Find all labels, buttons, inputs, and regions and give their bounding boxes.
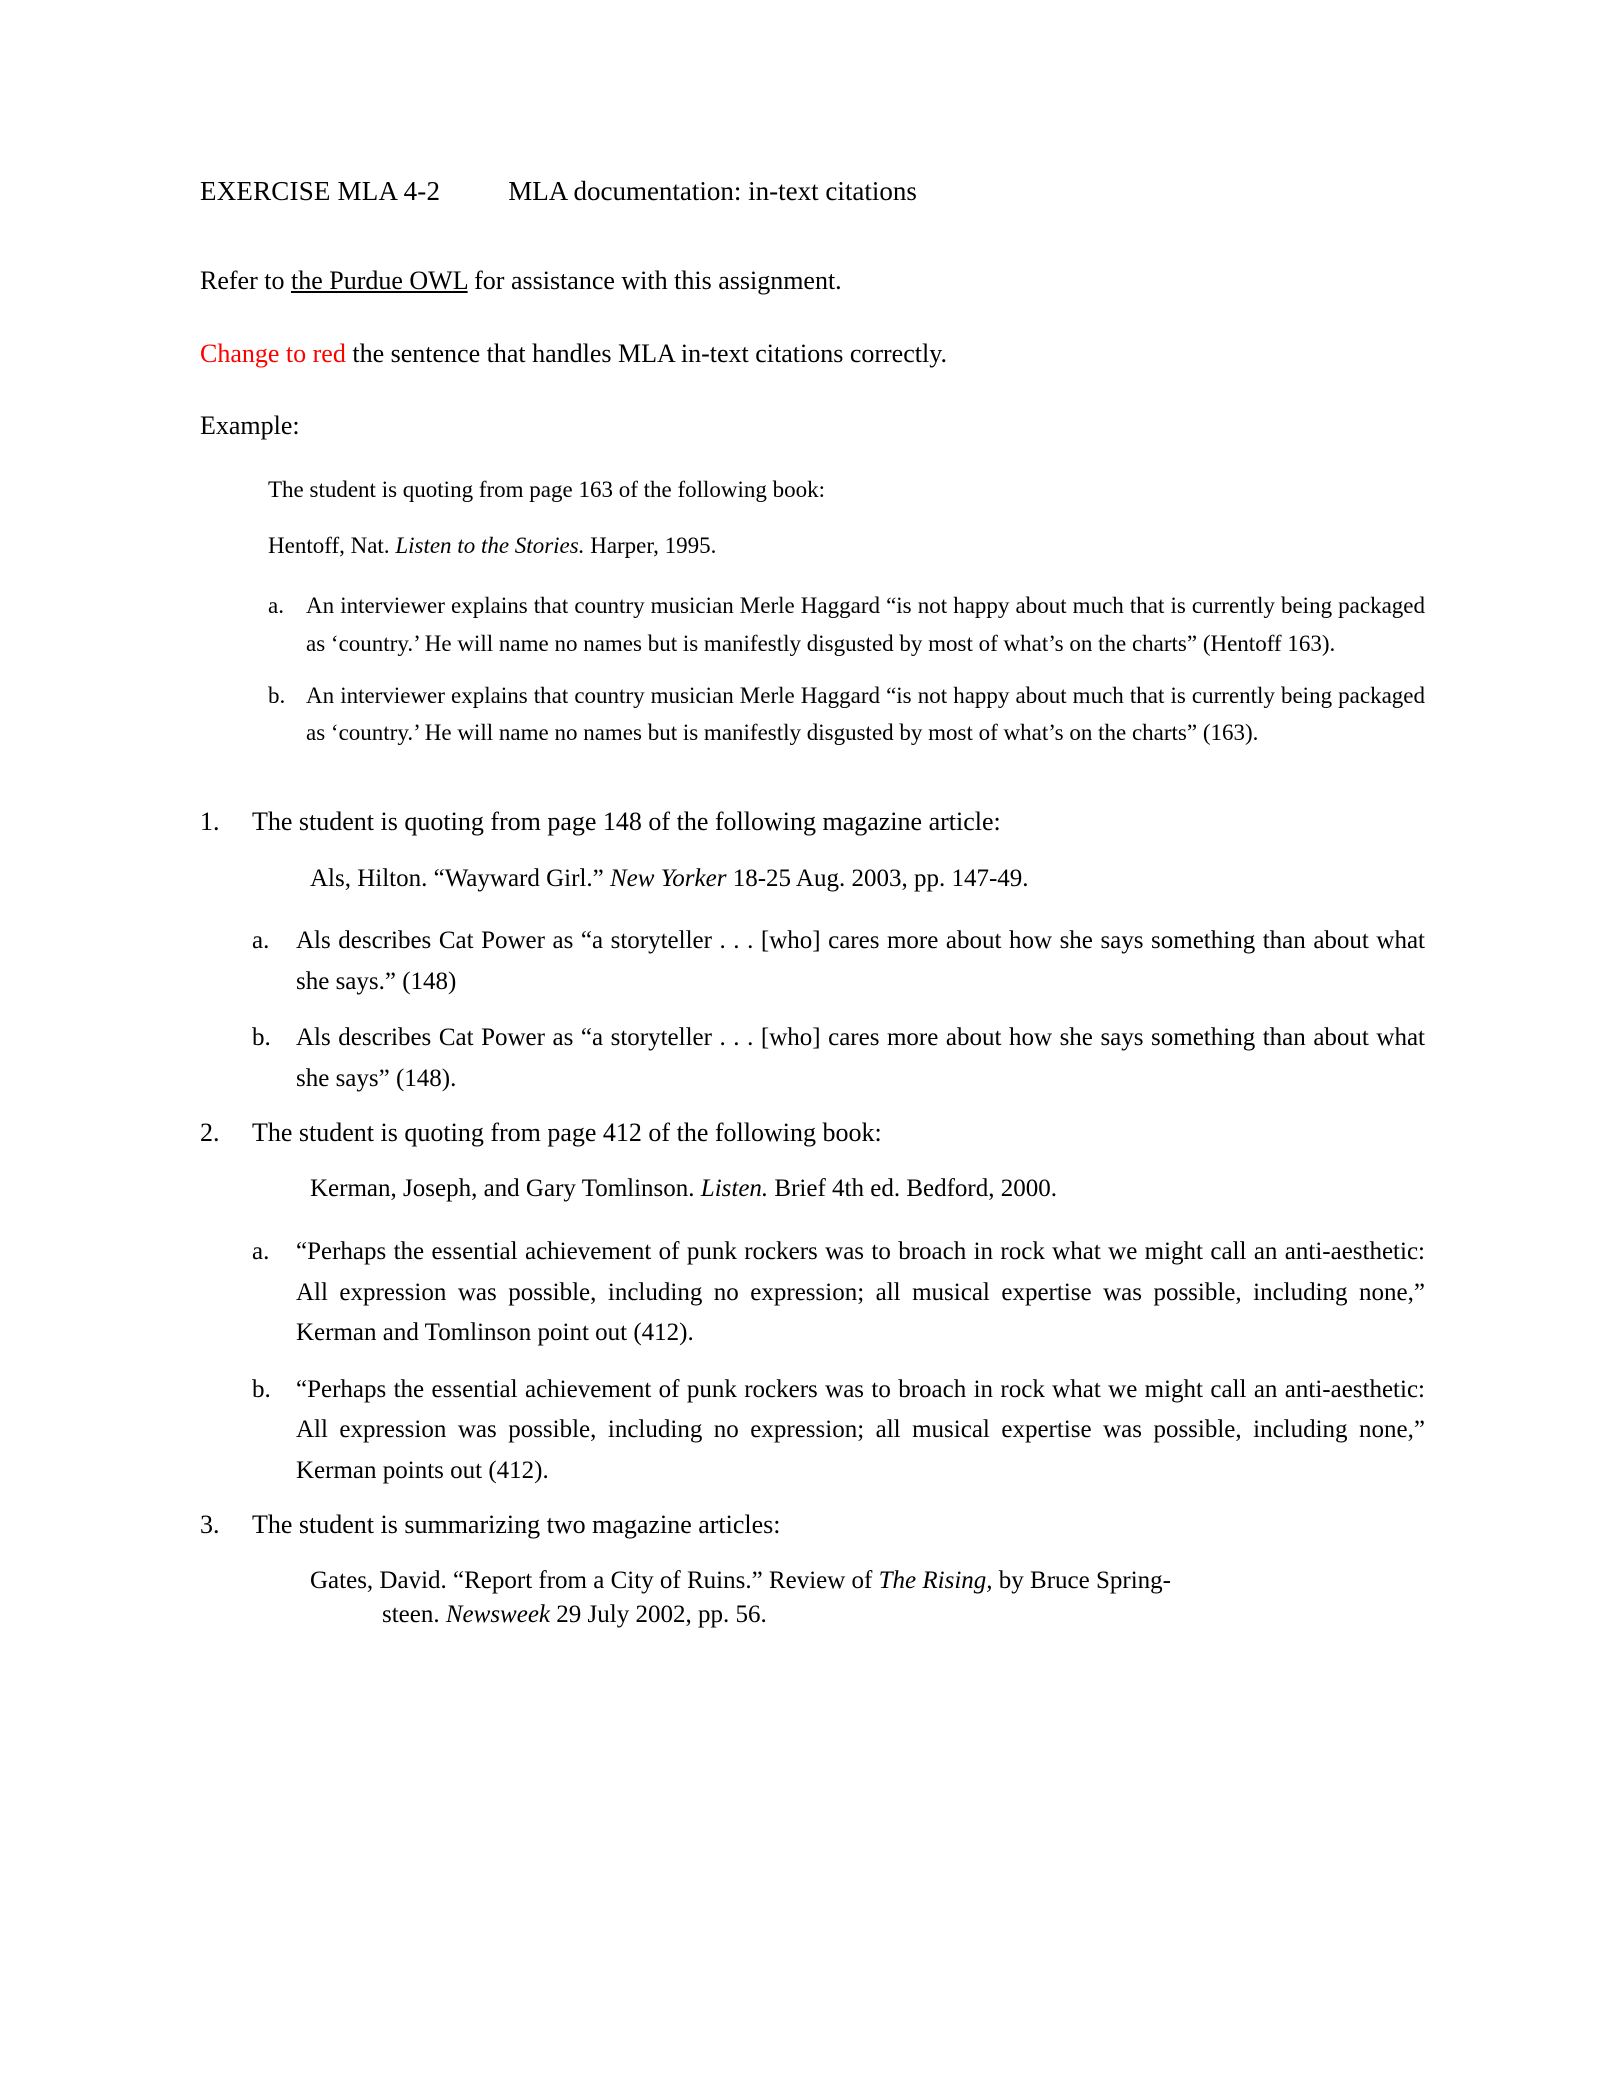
question-prompt-text: The student is summarizing two magazine articles: <box>252 1510 781 1540</box>
question-prompt-text: The student is quoting from page 412 of the following book: <box>252 1118 882 1148</box>
question-prompt-text: The student is quoting from page 148 of the following magazine article: <box>252 807 1001 837</box>
citation-italic: New Yorker <box>610 864 727 892</box>
option-marker: a. <box>252 1238 270 1266</box>
option-text: An interviewer explains that country musician Merle Haggard “is not happy about much that is currently being packaged as ‘country.’ He will name no names but is manifestly disgusted by most of what’s on the charts” (Hentoff 163). <box>306 592 1425 656</box>
option-marker: b. <box>252 1375 271 1403</box>
citation-title: Listen to the Stories. <box>395 532 585 558</box>
example-lead-text: The student is quoting from page 163 of the following book: <box>268 476 826 502</box>
question-options <box>252 921 1425 1099</box>
option-marker: a. <box>252 927 270 955</box>
citation-pre: Gates, David. “Report from a City of Ruins.” Review of <box>310 1567 879 1595</box>
option-text: An interviewer explains that country musician Merle Haggard “is not happy about much that is currently being packaged as ‘country.’ He will name no names but is manifestly disgusted by most of what’s on the charts” (163). <box>306 682 1425 746</box>
option-text: Als describes Cat Power as “a storyteller . . . [who] cares more about how she says something than about what she says.” (148) <box>296 927 1425 995</box>
question-citation <box>310 1564 1425 1632</box>
citation-rest: Harper, 1995. <box>584 532 717 558</box>
question-marker: 1. <box>200 807 220 837</box>
question-item <box>200 1507 1425 1632</box>
citation-pre: Kerman, Joseph, and Gary Tomlinson. <box>310 1175 701 1203</box>
option-text: “Perhaps the essential achievement of punk rockers was to broach in rock what we might call an anti-aesthetic: All expression was possible, including no expression; all musical expertise was possible, including none,” Kerman and Tomlinson point out (412). <box>296 1238 1425 1347</box>
question-prompt <box>200 1507 1425 1542</box>
example-citation <box>268 531 1425 561</box>
citation-post: Brief 4th ed. Bedford, 2000. <box>768 1175 1058 1203</box>
list-item[interactable] <box>252 1232 1425 1354</box>
purdue-owl-link[interactable]: the Purdue OWL <box>290 266 468 296</box>
refer-prefix: Refer to <box>200 266 291 296</box>
option-marker: b. <box>268 682 286 708</box>
question-options <box>252 1232 1425 1491</box>
option-marker: b. <box>252 1024 271 1052</box>
question-item <box>200 1115 1425 1491</box>
question-marker: 3. <box>200 1510 220 1540</box>
list-item[interactable] <box>252 921 1425 1002</box>
refer-line <box>200 265 1425 298</box>
question-prompt <box>200 1115 1425 1150</box>
example-block <box>268 475 1425 753</box>
option-marker: a. <box>268 592 284 618</box>
citation-italic: The Rising, <box>878 1567 993 1595</box>
citation-cont-pre: steen. <box>382 1600 446 1628</box>
list-item[interactable] <box>252 1370 1425 1492</box>
option-text: Als describes Cat Power as “a storyteller . . . [who] cares more about how she says something than about what she says” (148). <box>296 1024 1425 1092</box>
question-prompt <box>200 804 1425 839</box>
citation-italic: Listen. <box>700 1175 769 1203</box>
option-text: “Perhaps the essential achievement of punk rockers was to broach in rock what we might call an anti-aesthetic: All expression was possible, including no expression; all musical expertise was possible, including none,” Kerman points out (412). <box>296 1375 1425 1484</box>
page-title <box>200 175 1425 207</box>
question-item <box>200 804 1425 1099</box>
exercise-number: EXERCISE MLA 4-2 <box>200 176 441 206</box>
question-citation <box>310 1172 1425 1206</box>
list-item[interactable] <box>252 1018 1425 1099</box>
citation-post: 18-25 Aug. 2003, pp. 147-49. <box>726 864 1029 892</box>
citation-pre: Als, Hilton. “Wayward Girl.” <box>310 864 610 892</box>
citation-post: by Bruce Spring- <box>992 1567 1171 1595</box>
question-marker: 2. <box>200 1118 220 1148</box>
list-item[interactable] <box>268 587 1425 663</box>
citation-author: Hentoff, Nat. <box>268 532 396 558</box>
instruction-line <box>200 338 1425 371</box>
list-item[interactable] <box>268 677 1425 753</box>
exercise-subject: MLA documentation: in-text citations <box>508 176 917 206</box>
instruction-rest-text: the sentence that handles MLA in-text citations correctly. <box>345 338 948 368</box>
instruction-red-text: Change to red <box>200 338 346 368</box>
refer-suffix: for assistance with this assignment. <box>467 266 842 296</box>
question-list <box>200 804 1425 1631</box>
citation-cont-post: 29 July 2002, pp. 56. <box>550 1600 767 1628</box>
citation-continuation <box>382 1598 1425 1632</box>
citation-cont-italic: Newsweek <box>445 1600 551 1628</box>
example-label: Example: <box>200 411 300 441</box>
question-citation <box>310 862 1425 896</box>
